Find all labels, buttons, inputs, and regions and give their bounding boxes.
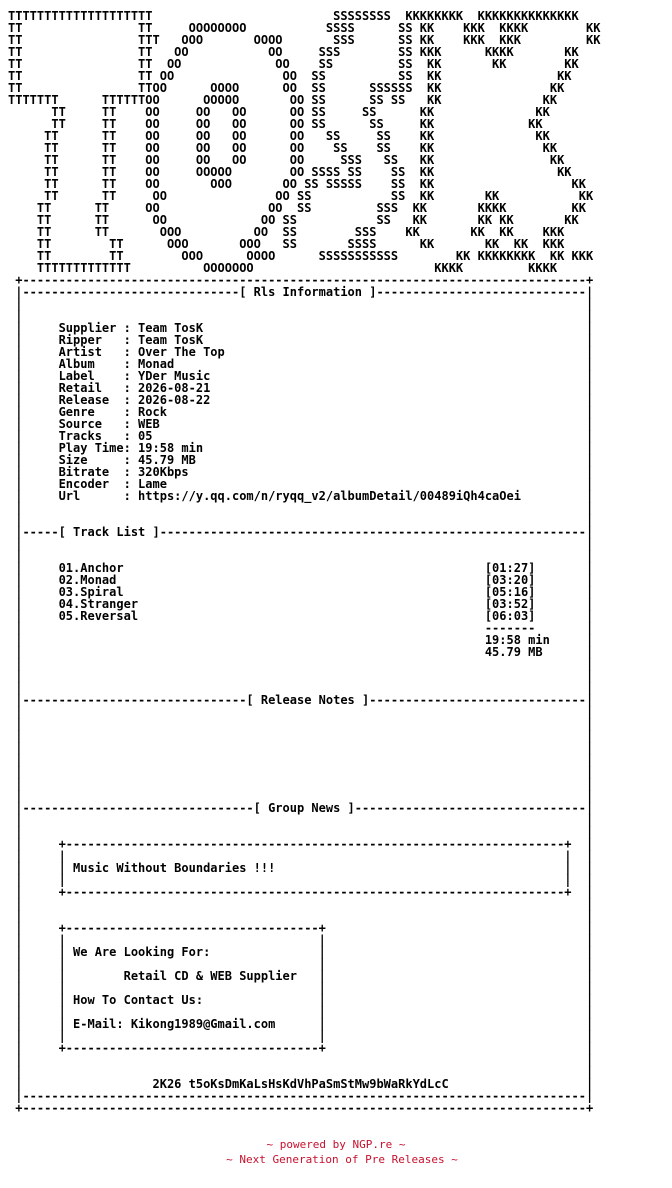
tagline-text: ~ Next Generation of Pre Releases ~ (226, 1153, 458, 1166)
nfo-release-document: TTTTTTTTTTTTTTTTTTTT SSSSSSSS KKKKKKKK KKKKKKKKKKKKKK TT TT OOOOOOOO SSSS SS KK KKK KKKK KK TT TTT OOO OOOO SSS SS KK KKK KKK KK TT TT OO OO SSS SS KKK KKKK KK TT TT OO OO SS SS KK KK KK TT TT OO OO SS SS KK KK TT TTOO OOOO OO SS SSSSSS KK KK TTTTTTT TTTTTTOO OOOOO OO SS SS SS KK KK TT TT OO OO OO OO SS SS KK KK TT TT OO OO OO OO SS SS KK KK TT TT OO OO OO OO SS SS KK KK TT TT OO OO OO OO SS SS KK KK TT TT OO OO OO OO SSS SS KK KK TT TT OO OOOOO OO SSSS SS SS KK KK TT TT OO OOO OO SS SSSSS SS KK KK TT TT OO OO SS SS KK KK KK TT TT OO OO SS SSS KK KKKK KK TT TT OO OO SS SS KK KK KK KK TT TT OOO OO SS SSS KK KK KK KKK TT TT OOO OOO SS SSSS KK KK KK KKK TT TT OOO OOOO SSSSSSSSSSS KK KKKKKKKK KK KKK TTTTTTTTTTTTT OOOOOOO KKKK KKKK +------------------------------------------------------------------------------+ |------------------------------[ Rls Information ]-----------------------------| | | | | | Supplier : Team TosK | | Ripper : Team TosK | | Artist : Over The Top | | Album : Monad | | Label : YDer Music | | Retail : 2026-08-21 | | Release : 2026-08-22 | | Genre : Rock | | Source : WEB | | Tracks : 05 | | Play Time: 19:58 min | | Size : 45.79 MB | | Bitrate : 320Kbps | | Encoder : Lame | | Url : https://y.qq.com/n/ryqq_v2/albumDetail/00489iQh4caOei | | | | | |-----[ Track List ]-----------------------------------------------------------| | | | | | 01.Anchor [01:27] | | 02.Monad [03:20] | | 03.Spiral [05:16] | | 04.Stranger [03:52] | | 05.Reversal [06:03] | | ------- | | 19:58 min | | 45.79 MB | | | | | | | |-------------------------------[ Release Notes ]------------------------------| | | | | | | | | | | | | | | | | |--------------------------------[ Group News ]--------------------------------| | | | | | +---------------------------------------------------------------------+ | | | | | | | Music Without Boundaries !!! | | | | | | | +---------------------------------------------------------------------+ | | | | | | +-----------------------------------+ | | | | | | | We Are Looking For: | | | | | | | | Retail CD & WEB Supplier | | | | | | | | How To Contact Us: | | | | | | | | E-Mail: Kikong1989@Gmail.com | | | | | | | +-----------------------------------+ | | | | | | 2K26 t5oKsDmKaLsHsKdVhPaSmStMw9bWaRkYdLcC | |------------------------------------------------------------------------------| +------------------------------------------------------------------------------+ (8, 9, 601, 1115)
powered-by-text: ~ powered by NGP.re ~ (266, 1138, 406, 1151)
footer (0, 1137, 672, 1167)
